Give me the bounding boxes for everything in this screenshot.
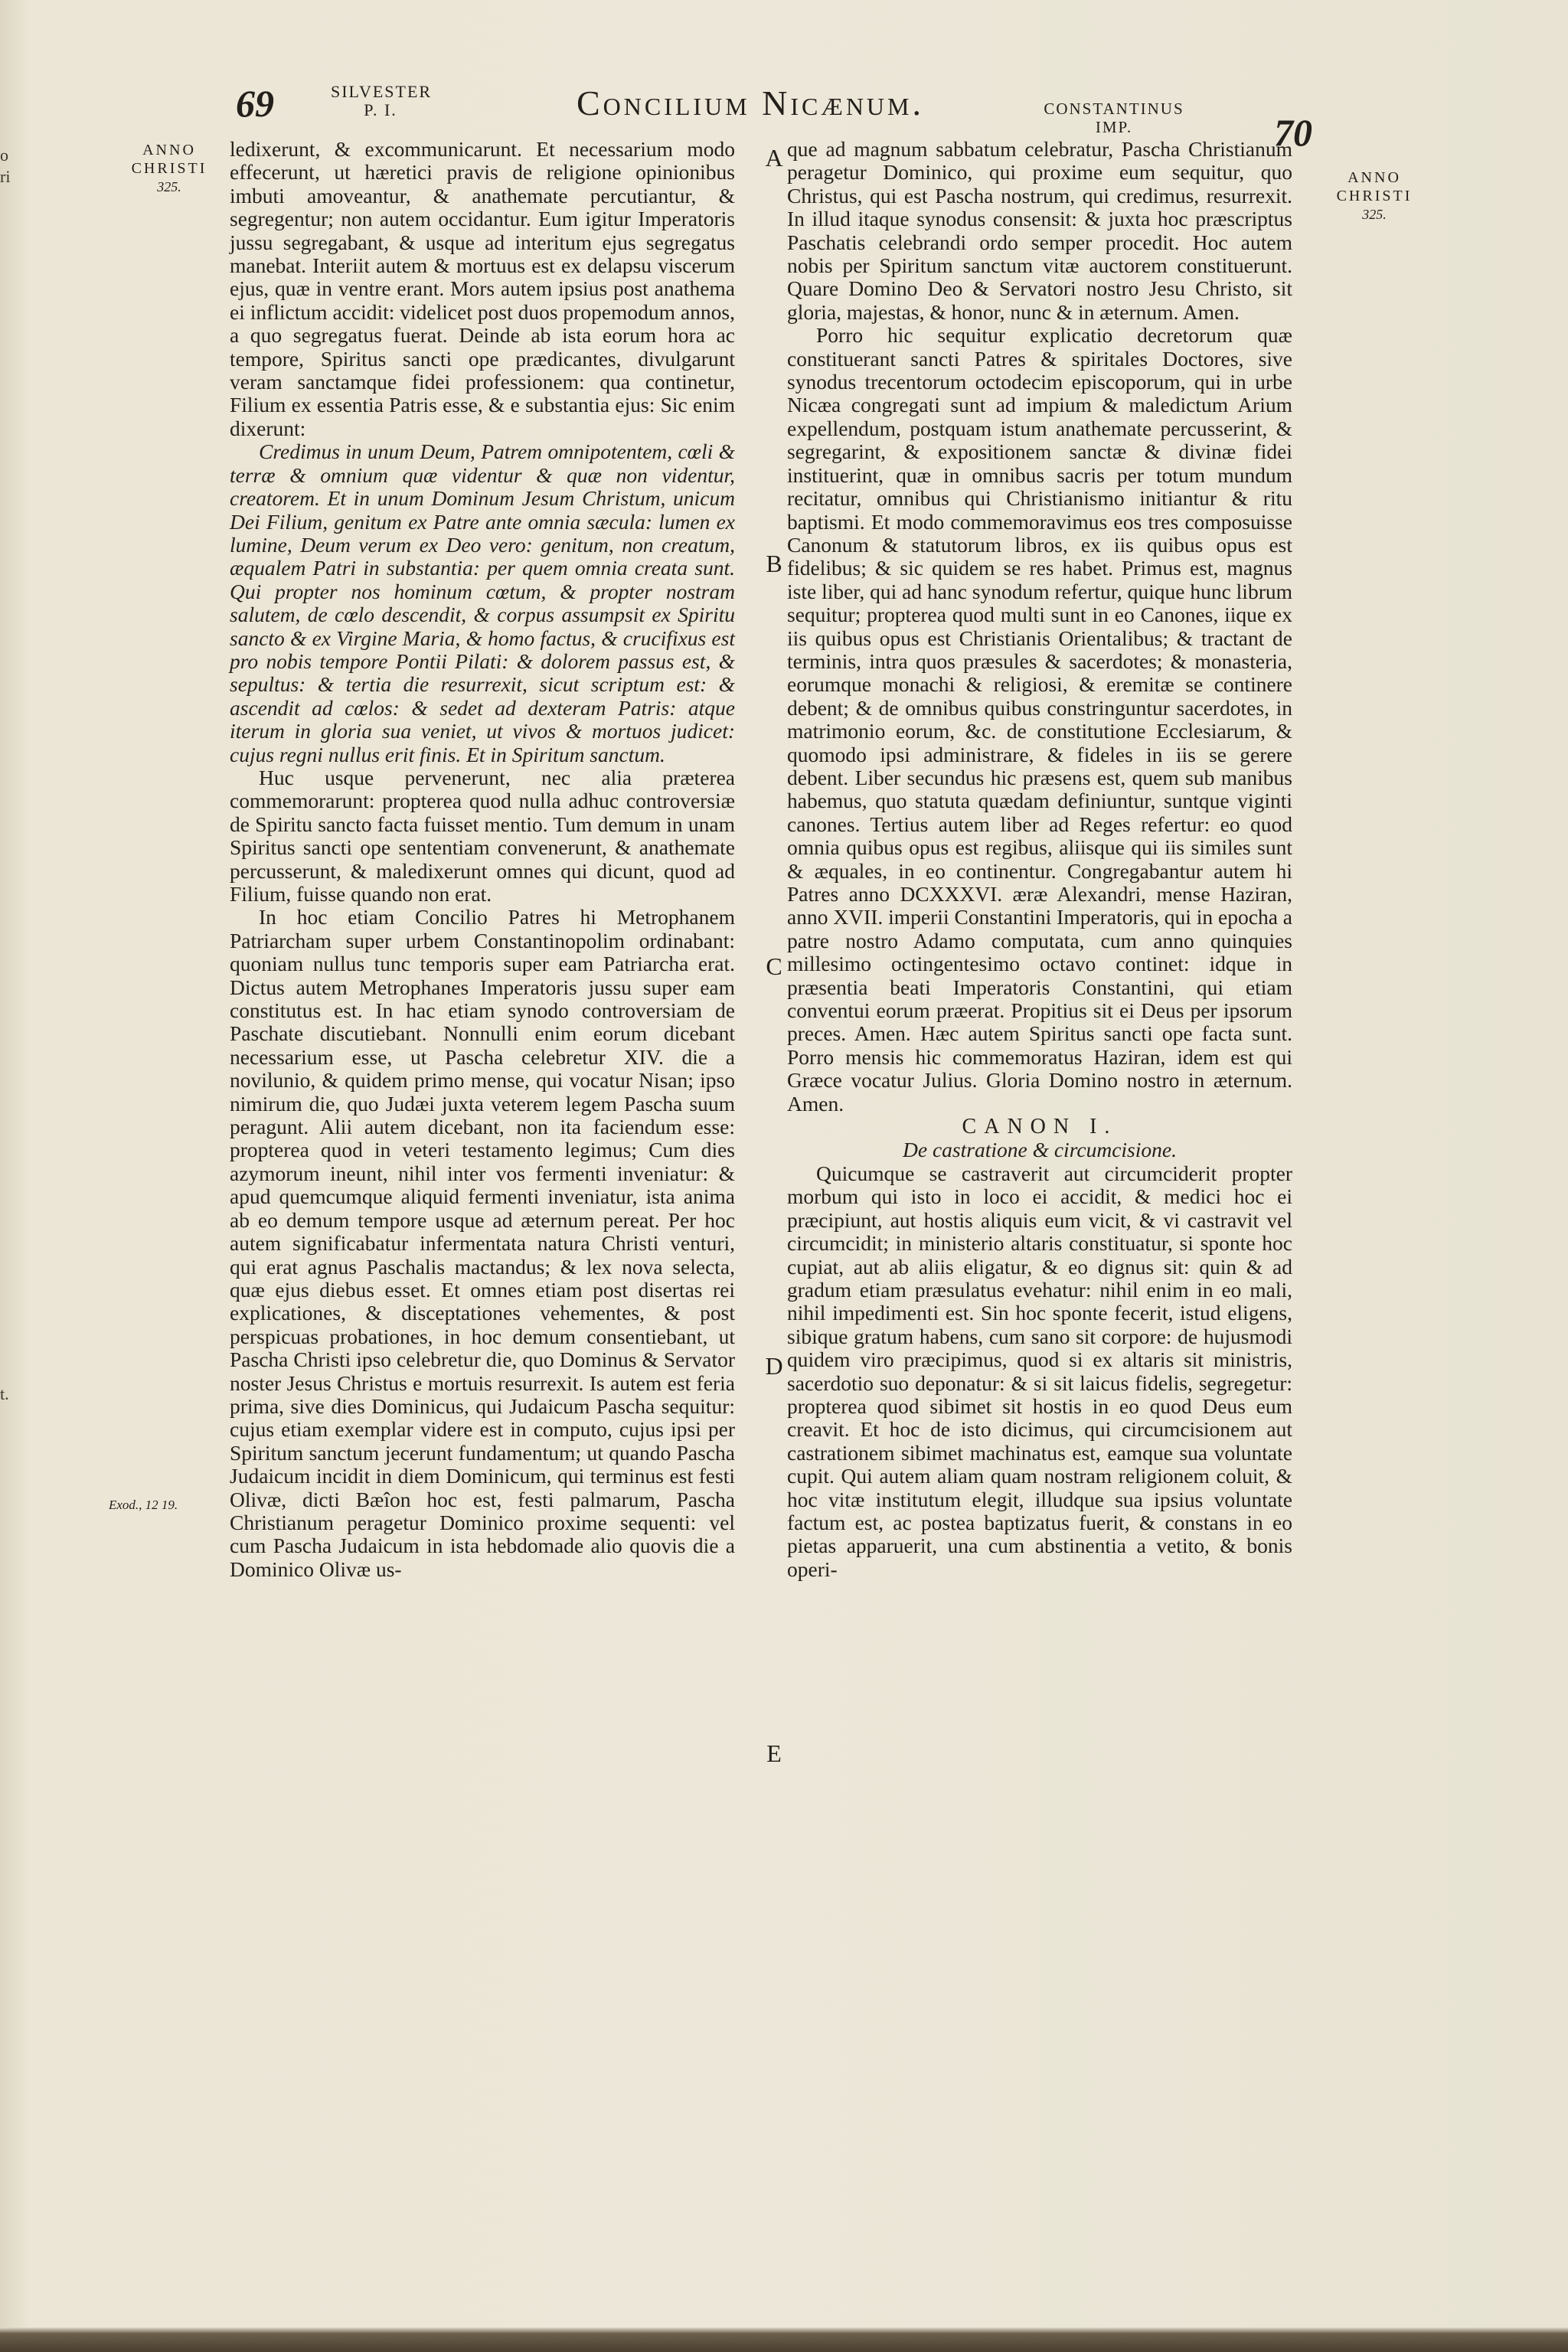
page-bottom-edge	[0, 2328, 1568, 2352]
paragraph: Porro hic sequitur explicatio decretorum quæ constituerant sancti Patres & spiritales Doctores, sive synodus trecentorum octodecim episcoporum, qui in urbe Nicæa congregati sunt ad impium & maledictum Arium expellendum, postquam istum anathemate percusserint, & segregarint, & expositionem sanctæ & divinæ fidei instituerint, quæ in omnibus sacris per totum mundum recitatur, omnibus qui Christianismo initiantur & ritu baptismi. Et modo commemoravimus eos tres composuisse Canonum & statutorum libros, ex iis quibus opus est fidelibus; & sic quidem se res habet. Primus est, magnus iste liber, qui ad hanc synodum refertur, quique hunc librum sequitur; propterea quod multi sunt in eo Canones, iique ex iis quibus opus est Christianis Orientalibus; & tractant de terminis, intra quos præsules & sacerdotes; & monasteria, eorumque monachi & religiosi, & eremitæ se continere debent; & de omnibus quibus constringuntur sacerdotes, in matrimonio eorum, &c. de constitutione Ecclesiarum, & quomodo ipsi administrare, & fideles in iis se gerere debent. Liber secundus hic præsens est, quem sub manibus habemus, quo statuta quædam definiuntur, suntque viginti canones. Tertius autem liber ad Reges refertur: eo quod omnia quibus opus est regibus, aliisque qui iis similes sunt & æquales, in eo continentur. Congregabantur autem hi Patres anno DCXXXVI. æræ Alexandri, mense Haziran, anno XVII. imperii Constantini Imperatoris, qui in epocha a patre nostro Adamo computata, cum anno quinquies millesimo octingentesimo octavo continet: idque in præsentia beati Imperatoris Constantini, qui etiam conventui eorum præerat. Propitius sit ei Deus per ipsorum preces. Amen. Hæc autem Spiritus sancti ope facta sunt. Porro mensis hic commemoratus Haziran, idem est qui Græce vocatur Julius. Gloria Domino nostro in æternum. Amen.	[787, 323, 1292, 1116]
section-letter-b: B	[766, 550, 782, 577]
page-number-left: 69	[236, 82, 274, 125]
paragraph: Quicumque se castraverit aut circumciderit propter morbum qui isto in loco ei accidit, & medici hoc ei præcipiunt, aut hostis aliquis eum vicit, & vi castravit vel circumcidit; in ministerio altaris constituatur, si sponte hoc cupiat, aut ab aliis eligatur, & eo dignus sit: quin & ad gradum etiam præsulatus evehatur: nihil enim in eo mali, nihil impedimenti est. Sin hoc sponte fecerit, istud eligens, sibique gratum habens, cum sano sit corpore: de hujusmodi quidem viro præcipimus, quod si ex altaris sit ministris, sacerdotio suo deponatur: & si sit laicus fidelis, segregetur: propterea quod sibimet sit hostis in eo quod Deus eum creavit. Et hoc de isto dicimus, qui circumcisionem aut castrationem sibimet machinatus est, eamque sua voluntate cupit. Qui autem aliam quam nostram religionem coluit, & hoc vitæ institutum elegit, illudque sua ipsius voluntate factum est, ac postea baptizatus fuerit, & constans in eo pietas apparuerit, una cum abstinentia a vetito, & bonis operi-	[787, 1161, 1292, 1581]
left-edge-fragment: ri	[0, 167, 11, 186]
margin-year-label: ANNO CHRISTI	[1336, 169, 1413, 204]
creed-paragraph: Credimus in unum Deum, Patrem omnipotentem, cœli & terræ & omnium quæ videntur & quæ non videntur, creatorem. Et in unum Dominum Jesum Christum, unicum Dei Filium, genitum ex Patre ante omnia sæcula: lumen ex lumine, Deum verum ex Deo vero: genitum, non creatum, æqualem Patri in substantia: per quem omnia creata sunt. Qui propter nos hominum cœtum, & propter nostram salutem, de cœlo descendit, & corpus assumpsit ex Spiritu sancto & ex Virgine Maria, & homo factus, & crucifixus est pro nobis tempore Pontii Pilati: & dolorem passus est, & sepultus: & tertia die resurrexit, sicut scriptum est: & ascendit ad cœlos: & sedet ad dexteram Patris: atque iterum in gloria sua veniet, ut vivos & mortuos judicet: cujus regni nullus erit finis. Et in Spiritum sanctum.	[230, 439, 735, 766]
pope-label: SILVESTER P. I.	[331, 82, 433, 119]
paragraph: ledixerunt, & excommunicarunt. Et necessarium modo effecerunt, ut hæretici pravis de religione opinionibus imbuti amoveantur, & anathemate percutiantur, & segregentur; non autem occidantur. Eum igitur Imperatoris jussu segregabant, & usque ad interitum ejus segregatus manebat. Interiit autem & mortuus est ex delapsu viscerum ejus, quæ in ventre erant. Mors autem ipsius post anathema ei inflictum accidit: videlicet post duos propemodum annos, a quo segregatus fuerat. Deinde ab ista eorum hora ac tempore, Spiritus sancti ope prædicantes, divulgarunt veram sanctamque fidei professionem: qua continetur, Filium ex essentia Patris esse, & e substantia ejus: Sic enim dixerunt:	[230, 137, 735, 440]
emperor-label: CONSTANTINUS IMP.	[1044, 100, 1184, 136]
running-title: Concilium Nicænum.	[576, 83, 924, 122]
left-edge-fragment: t.	[0, 1384, 9, 1403]
section-letter-c: C	[766, 952, 782, 980]
paragraph: que ad magnum sabbatum celebratur, Pascha Christianum peragetur Dominico, qui proxime eum sequitur, quo Christus, qui est Pascha nostrum, qui credimus, resurrexit. In illud itaque synodus consensit: & juxta hoc præscriptus Paschatis celebrandi ordo semper procedit. Hoc autem nobis per Spiritum sanctum vitæ auctorem constituerunt. Quare Domino Deo & Servatori nostro Jesu Christo, sit gloria, majestas, & honor, nunc & in æternum. Amen.	[787, 137, 1292, 324]
left-column	[230, 138, 735, 1581]
margin-year-label: ANNO CHRISTI	[131, 142, 207, 177]
paragraph: In hoc etiam Concilio Patres hi Metrophanem Patriarcham super urbem Constantinopolim ordinabant: quoniam nullus tunc temporis super eam Patriarcha erat. Dictus autem Metrophanes Imperatoris jussu super eam constitutus est. In hac etiam synodo controversiam de Paschate discutiebant. Nonnulli enim eorum dicebant necessarium esse, ut Pascha celebretur XIV. die a novilunio, & quidem primo mense, qui vocatur Nisan; ipso nimirum die, quo Judæi juxta veterem legem Pascha suum peragunt. Alii autem dicebant, non ita faciendum esse: propterea quod in veteri testamento legimus; Cum dies azymorum ineunt, nihil inter vos fermenti inveniatur: & apud quemcumque aliquid fermenti inveniatur, ista anima ab eo demum tempore usque ad æternum pereat. Per hoc autem significabatur infermentata natura Christi venturi, qui erat agnus Paschalis mactandus; & lex nova selecta, quæ ejus diebus esset. Et omnes etiam post disertas rei explicationes, & disceptationes vehementes, & post perspicuas probationes, in hoc demum consentiebant, ut Pascha Christi ipso celebretur die, quo Dominus & Servator noster Jesus Christus e mortuis resurrexit. Is autem est feria prima, sive dies Dominicus, qui Judaicum Pascha sequitur: cujus etiam exemplar videre est in computo, cujus ipsi per Spiritum sanctum jecerunt fundamentum; ut quando Pascha Judaicum incidit in diem Dominicum, qui terminus est festi Olivæ, dicti Bæîon hoc est, festi palmarum, Pascha Christianum peragetur Dominico proxime sequenti: vel cum Pascha Judaicum in ista hebdomade alio quovis die a Dominico Olivæ us-	[230, 905, 735, 1581]
canon-subtitle: De castratione & circumcisione.	[903, 1138, 1177, 1162]
margin-year-number: 325.	[1362, 207, 1387, 222]
scripture-reference: Exod., 12 19.	[109, 1498, 178, 1512]
section-letter-d: D	[765, 1352, 783, 1380]
paragraph: Huc usque pervenerunt, nec alia præterea commemorarunt: propterea quod nulla adhuc controversiæ de Spiritu sancto facta fuisset mentio. Tum demum in unam Spiritus sancti ope sententiam convenerunt, & anathemate percusserunt, & maledixerunt omnes qui dicunt, quod ad Filium, fuisse quando non erat.	[230, 765, 735, 906]
page-number-right: 70	[1274, 111, 1312, 154]
margin-year-number: 325.	[157, 179, 181, 194]
left-edge-fragment: o	[0, 145, 8, 165]
right-column	[787, 138, 1292, 1581]
page-header	[0, 77, 1568, 154]
canon-heading: CANON I.	[962, 1115, 1118, 1139]
section-letter-a: A	[765, 144, 783, 172]
margin-year-right	[1332, 168, 1416, 224]
margin-year-left	[127, 141, 211, 196]
section-letter-e: E	[766, 1740, 782, 1767]
